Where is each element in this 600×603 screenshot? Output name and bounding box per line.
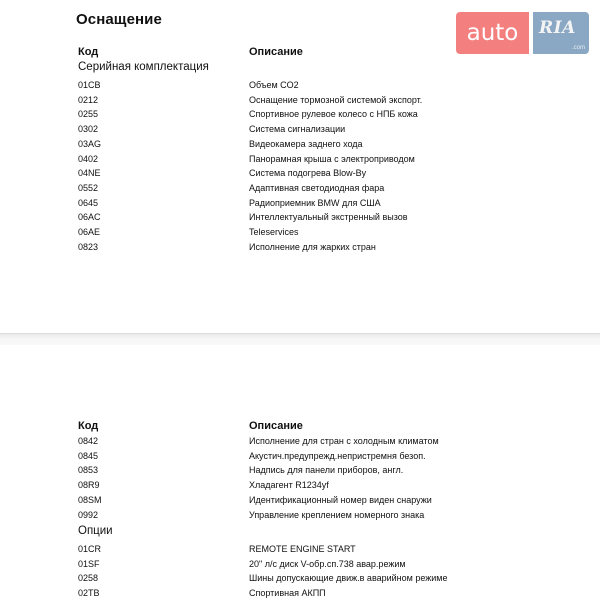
autoria-watermark-logo xyxy=(456,12,589,54)
row-code: 08SM xyxy=(78,494,102,505)
row-code: 0552 xyxy=(78,182,99,193)
row-description: Радиоприемник BMW для США xyxy=(249,197,381,208)
row-description: 20" л/с диск V-обр.сп.738 авар.режим xyxy=(249,558,406,569)
row-code: 0823 xyxy=(78,241,99,252)
table-row xyxy=(0,480,600,495)
row-description: Система подогрева Blow-By xyxy=(249,168,367,179)
table-row xyxy=(0,212,600,227)
row-description: Объем CO2 xyxy=(249,80,299,90)
table-row xyxy=(0,154,600,169)
row-code: 0853 xyxy=(78,465,99,476)
row-description: Акустич.предупрежд.непристремня безоп. xyxy=(249,450,426,461)
row-code: 0402 xyxy=(78,153,99,164)
row-description: Исполнение для жарких стран xyxy=(249,241,376,252)
table-row xyxy=(0,436,600,451)
column-header-description: Описание xyxy=(249,420,303,432)
row-description: Панорамная крыша с электроприводом xyxy=(249,153,415,164)
table-row xyxy=(0,544,600,559)
row-description: Teleservices xyxy=(249,227,299,237)
column-header-description: Описание xyxy=(249,46,303,58)
row-description: Шины допускающие движ.в аварийном режиме xyxy=(249,573,448,584)
row-description: Адаптивная светодиодная фара xyxy=(249,182,385,193)
row-code: 04NE xyxy=(78,168,101,179)
table-row xyxy=(0,139,600,154)
table-row xyxy=(0,168,600,183)
row-description: Идентификационный номер виден снаружи xyxy=(249,494,432,505)
row-code: 02TB xyxy=(78,588,100,599)
table-row xyxy=(0,510,600,525)
row-code: 0255 xyxy=(78,109,99,120)
row-description: Хладагент R1234yf xyxy=(249,480,329,491)
row-description: Надпись для панели приборов, англ. xyxy=(249,465,404,476)
row-code: 0258 xyxy=(78,573,99,584)
table-row xyxy=(0,109,600,124)
table-row xyxy=(0,465,600,480)
row-code: 0842 xyxy=(78,436,99,446)
row-code: 06AE xyxy=(78,227,101,237)
row-code: 0645 xyxy=(78,197,99,208)
section-heading-options: Опции xyxy=(78,525,113,537)
table-row xyxy=(0,124,600,139)
logo-ria-text: RIA xyxy=(539,18,576,38)
row-code: 03AG xyxy=(78,138,102,149)
table-row xyxy=(0,95,600,110)
row-code: 0302 xyxy=(78,124,99,135)
row-description: Система сигнализации xyxy=(249,124,346,135)
row-code: 0992 xyxy=(78,509,99,520)
row-code: 01CR xyxy=(78,544,102,554)
document-page-2 xyxy=(0,345,600,601)
row-code: 0845 xyxy=(78,450,99,461)
section-heading-standard: Серийная комплектация xyxy=(78,61,209,73)
logo-auto-part: auto xyxy=(456,12,529,54)
column-header-code: Код xyxy=(78,46,99,58)
row-description: Спортивное рулевое колесо с НПБ кожа xyxy=(249,109,418,120)
row-description: Спортивная АКПП xyxy=(249,588,326,599)
row-code: 0212 xyxy=(78,94,99,105)
logo-ria-part xyxy=(533,12,589,54)
row-description: Оснащение тормозной системой экспорт. xyxy=(249,94,423,105)
table-row xyxy=(0,451,600,466)
row-description: Управление креплением номерного знака xyxy=(249,509,425,520)
row-description: Исполнение для стран с холодным климатом xyxy=(249,436,439,446)
row-description: REMOTE ENGINE START xyxy=(249,544,356,554)
row-code: 01CB xyxy=(78,80,101,90)
table-row xyxy=(0,80,600,95)
row-code: 06AC xyxy=(78,212,101,223)
page-title: Оснащение xyxy=(76,11,162,28)
table-row xyxy=(0,559,600,574)
row-code: 08R9 xyxy=(78,480,100,491)
table-row xyxy=(0,573,600,588)
table-row xyxy=(0,495,600,510)
row-description: Видеокамера заднего хода xyxy=(249,138,363,149)
table-row xyxy=(0,242,600,257)
row-description: Интеллектуальный экстренный вызов xyxy=(249,212,408,223)
column-header-code: Код xyxy=(78,420,99,432)
table-row xyxy=(0,198,600,213)
row-code: 01SF xyxy=(78,558,100,569)
table-row xyxy=(0,183,600,198)
logo-com-text: .com xyxy=(571,45,585,51)
table-row xyxy=(0,227,600,242)
